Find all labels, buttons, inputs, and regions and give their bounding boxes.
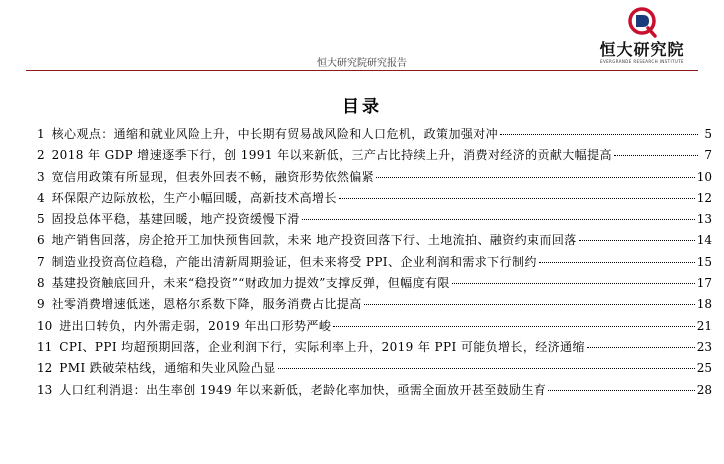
toc-entry-number: 10 (37, 318, 53, 333)
toc-entry-page: 21 (696, 318, 712, 333)
toc-dot-leader (302, 219, 695, 220)
toc-entry-3[interactable] (37, 168, 712, 189)
toc-dot-leader (587, 347, 695, 348)
toc-dot-leader (339, 198, 695, 199)
toc-entry-text: 社零消费增速低迷，恩格尔系数下降，服务消费占比提高 (51, 297, 362, 312)
toc-entry-page: 14 (696, 233, 712, 248)
toc-entry-page: 28 (696, 382, 712, 397)
toc-entry-text: 基建投资触底回升，未来“稳投资”“财政加力提效”支撑反弹，但幅度有限 (51, 276, 450, 291)
toc-entry-5[interactable] (37, 210, 712, 231)
toc-entry-number: 3 (37, 169, 45, 184)
toc-dot-leader (614, 155, 698, 156)
toc-entry-8[interactable] (37, 274, 712, 295)
toc-title: 目录 (342, 97, 382, 117)
logo-name: 恒大研究院 (599, 40, 685, 59)
toc-entry-page: 5 (704, 127, 712, 141)
toc-entry-9[interactable] (37, 295, 712, 316)
toc-entry-page: 15 (696, 254, 712, 269)
report-header-title: 恒大研究院研究报告 (317, 58, 407, 69)
logo-subtitle: EVERGRANDE RESEARCH INSTITUTE (600, 59, 684, 64)
toc-dot-leader (376, 177, 695, 178)
toc-entry-1[interactable] (37, 125, 712, 146)
toc-entry-page: 7 (704, 148, 712, 163)
toc-entry-number: 7 (37, 254, 45, 269)
toc-dot-leader (452, 283, 695, 284)
toc-entry-text: 地产销售回落，房企抢开工加快预售回款，未来 地产投资回落下行、土地流拍、融资约束而回落 (51, 233, 577, 248)
toc-entry-text: 人口红利消退：出生率创 1949 年以来新低，老龄化率加快，亟需全面放开甚至鼓励生育 (59, 382, 547, 397)
toc-entry-text: 制造业投资高位趋稳，产能出清新周期验证，但未来将受 PPI、企业利润和需求下行制约 (51, 254, 537, 269)
toc-entry-text: CPI、PPI 均超预期回落，企业利润下行，实际利率上升，2019 年 PPI 可能负增长，经济通缩 (59, 339, 585, 354)
toc-entry-13[interactable] (37, 381, 712, 402)
toc-dot-leader (278, 368, 695, 369)
toc-entry-number: 1 (37, 127, 45, 141)
toc-entry-page: 17 (696, 276, 712, 291)
toc-dot-leader (539, 262, 695, 263)
toc-entry-text: 宽信用政策有所显现，但表外回表不畅，融资形势依然偏紧 (51, 169, 375, 184)
toc-entry-text: 进出口转负，内外需走弱，2019 年出口形势严峻 (59, 318, 332, 333)
toc-entry-text: 2018 年 GDP 增速逐季下行，创 1991 年以来新低，三产占比持续上升，消费对经济的贡献大幅提高 (51, 148, 612, 163)
toc-dot-leader (364, 304, 695, 305)
toc-entry-number: 9 (37, 297, 45, 312)
toc-entry-number: 2 (37, 148, 45, 163)
toc-entry-text: 固投总体平稳，基建回暖，地产投资缓慢下滑 (51, 212, 300, 227)
toc-entry-11[interactable] (37, 338, 712, 359)
evergrande-logo-icon (622, 6, 662, 40)
toc-entry-12[interactable] (37, 359, 712, 380)
toc-entry-text: 环保限产边际放松，生产小幅回暖，高新技术高增长 (51, 190, 337, 205)
toc-entry-page: 25 (696, 361, 712, 376)
toc-entry-7[interactable] (37, 253, 712, 274)
toc-entry-page: 10 (696, 169, 712, 184)
toc-entry-text: PMI 跌破荣枯线，通缩和失业风险凸显 (59, 361, 276, 376)
toc-entry-number: 6 (37, 233, 45, 248)
toc-entry-6[interactable] (37, 231, 712, 252)
toc-entry-2[interactable] (37, 146, 712, 167)
table-of-contents (37, 125, 712, 402)
toc-entry-page: 18 (696, 297, 712, 312)
toc-entry-page: 12 (696, 190, 712, 205)
toc-entry-number: 4 (37, 190, 45, 205)
toc-entry-page: 23 (696, 339, 712, 354)
toc-entry-number: 12 (37, 361, 53, 376)
toc-entry-10[interactable] (37, 317, 712, 338)
toc-dot-leader (579, 240, 695, 241)
toc-entry-number: 8 (37, 276, 45, 291)
header-divider (26, 70, 698, 71)
toc-entry-text: 核心观点：通缩和就业风险上升，中长期有贸易战风险和人口危机，政策加强对冲 (51, 127, 499, 141)
toc-entry-number: 5 (37, 212, 45, 227)
toc-entry-number: 11 (37, 339, 53, 354)
toc-dot-leader (500, 134, 698, 135)
toc-entry-page: 13 (696, 212, 712, 227)
toc-entry-number: 13 (37, 382, 53, 397)
toc-dot-leader (333, 326, 694, 327)
toc-entry-4[interactable] (37, 189, 712, 210)
toc-dot-leader (548, 390, 694, 391)
